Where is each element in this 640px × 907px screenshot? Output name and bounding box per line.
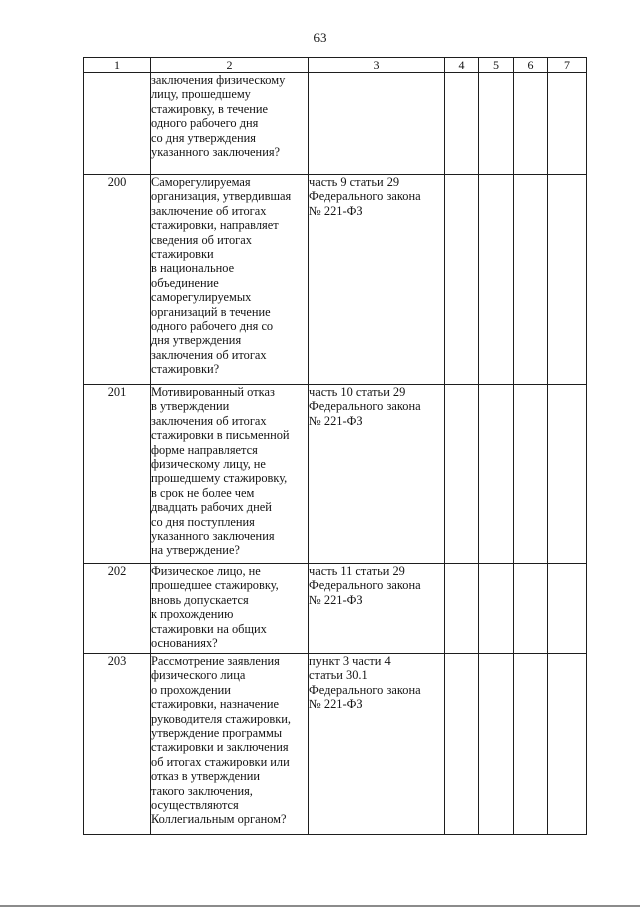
answer-cell [445,385,479,564]
row-legal-basis-text: часть 11 статьи 29 Федерального закона № 221-ФЗ [309,564,421,607]
row-question-text: Мотивированный отказ в утверждении заключения об итогах стажировки в письменной форме направляется физическому лицу, не прошедшему стажировку, в срок не более чем двадцать рабочих дней со дня поступления указанного заключения на утверждение? [151,385,290,558]
table-row [84,175,587,385]
answer-cell [514,564,548,654]
page-number: 63 [313,30,327,45]
row-question-text: заключения физическому лицу, прошедшему стажировку, в течение одного рабочего дня со дня утверждения указанного заключения? [151,73,286,160]
row-question [151,175,309,385]
column-header: 5 [479,58,514,73]
row-legal-basis [309,385,445,564]
answer-cell [514,73,548,175]
answer-cell [514,654,548,835]
checklist-table [83,57,587,835]
row-question [151,385,309,564]
row-number [84,73,151,175]
column-header: 4 [445,58,479,73]
row-legal-basis [309,73,445,175]
row-question-text: Рассмотрение заявления физического лица о прохождении стажировки, назначение руководителя стажировки, утверждение программы стажировки и заключения об итогах стажировки или отказ в утверждении такого заключения, осуществляются Коллегиальным органом? [151,654,291,827]
answer-cell [445,175,479,385]
answer-cell [479,654,514,835]
row-legal-basis-text: часть 9 статьи 29 Федерального закона № 221-ФЗ [309,175,421,218]
row-legal-basis [309,654,445,835]
row-number: 203 [84,654,151,835]
table-header-row [84,58,587,73]
row-number: 200 [84,175,151,385]
row-number: 202 [84,564,151,654]
row-question [151,73,309,175]
column-header: 6 [514,58,548,73]
answer-cell [479,564,514,654]
answer-cell [479,385,514,564]
answer-cell [514,175,548,385]
answer-cell [445,654,479,835]
row-legal-basis-text: часть 10 статьи 29 Федерального закона № 221-ФЗ [309,385,421,428]
answer-cell [445,564,479,654]
row-question-text: Саморегулируемая организация, утвердившая заключение об итогах стажировки, направляет сведения об итогах стажировки в национальное объединение саморегулируемых организаций в течение одного рабочего дня со дня утверждения заключения об итогах стажировки? [151,175,292,377]
row-question [151,654,309,835]
answer-cell [479,73,514,175]
column-header: 3 [309,58,445,73]
answer-cell [548,385,587,564]
column-header: 2 [151,58,309,73]
answer-cell [514,385,548,564]
row-legal-basis-text: пункт 3 части 4 статьи 30.1 Федерального закона № 221-ФЗ [309,654,421,712]
answer-cell [548,654,587,835]
table-row [84,564,587,654]
column-header: 1 [84,58,151,73]
row-legal-basis [309,564,445,654]
answer-cell [548,73,587,175]
table-row [84,385,587,564]
answer-cell [479,175,514,385]
row-question-text: Физическое лицо, не прошедшее стажировку, вновь допускается к прохождению стажировки на общих основаниях? [151,564,279,651]
answer-cell [548,564,587,654]
row-legal-basis [309,175,445,385]
row-question [151,564,309,654]
table-row [84,73,587,175]
column-header: 7 [548,58,587,73]
row-number: 201 [84,385,151,564]
table-row [84,654,587,835]
answer-cell [445,73,479,175]
answer-cell [548,175,587,385]
